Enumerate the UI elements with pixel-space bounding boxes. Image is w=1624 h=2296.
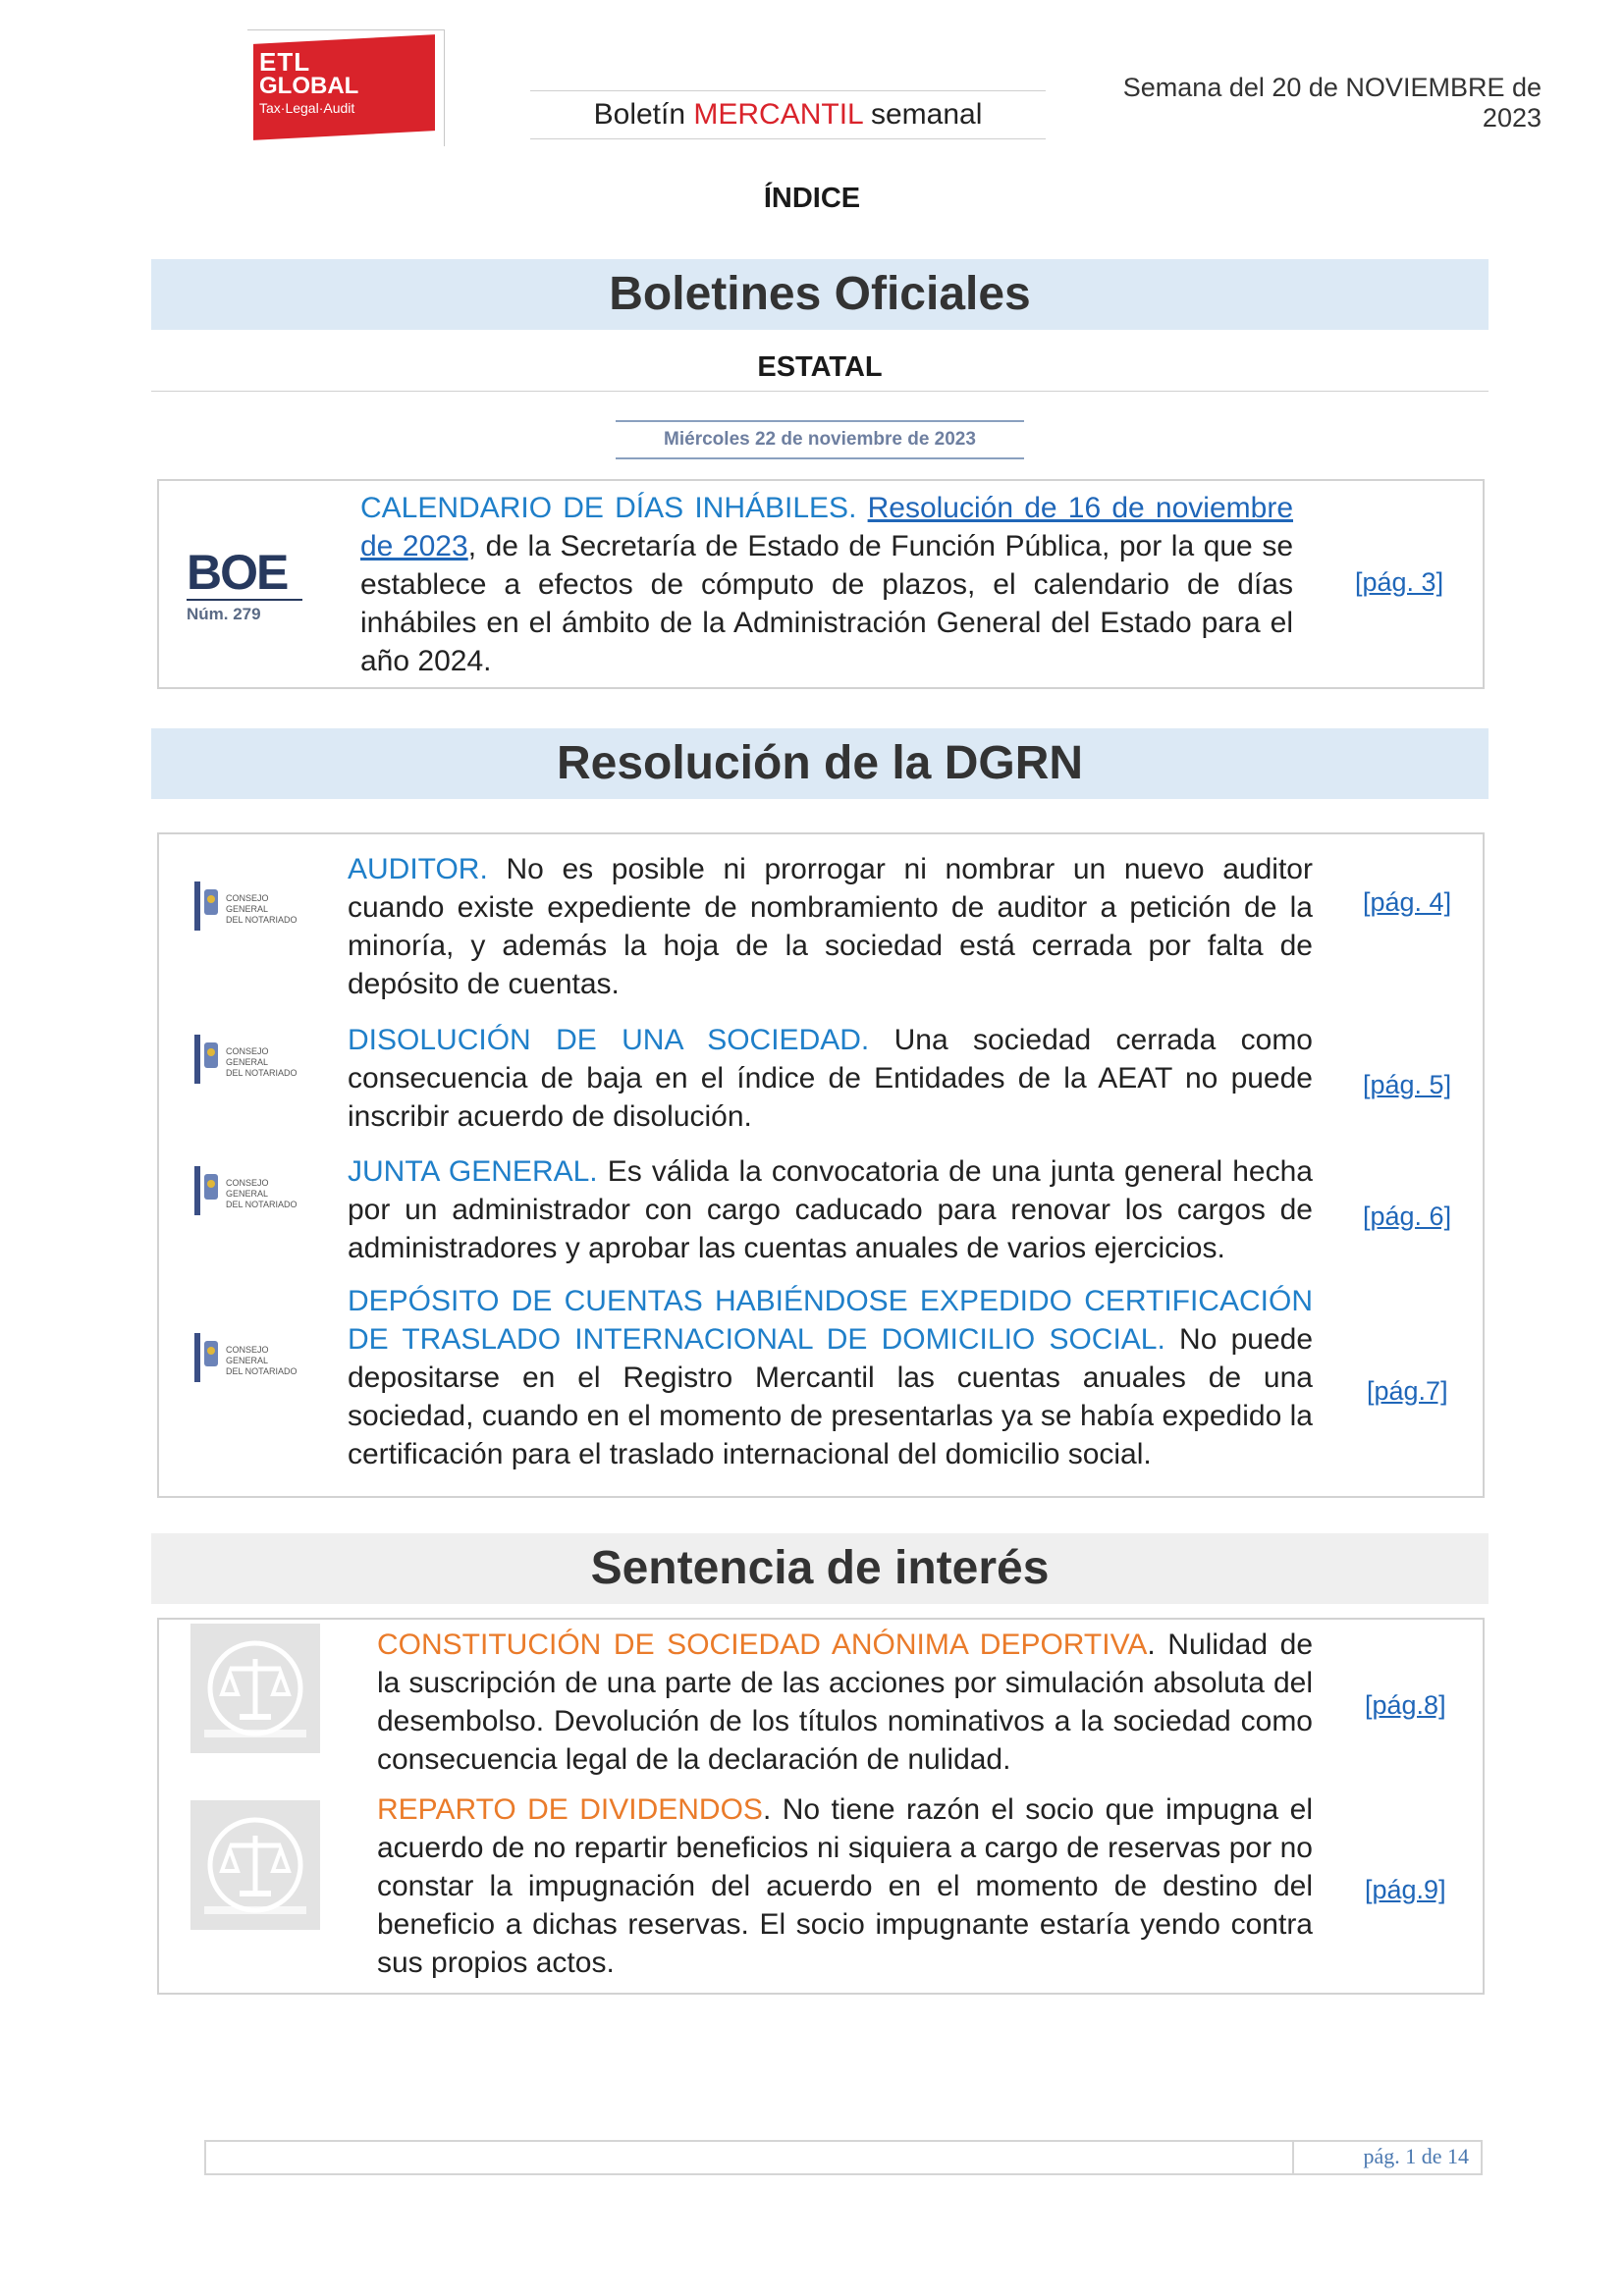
bulletin-highlight: MERCANTIL xyxy=(693,98,863,131)
week-label: Semana del 20 de NOVIEMBRE de 2023 xyxy=(1122,73,1542,133)
sentencia-entries-box xyxy=(157,1618,1485,1995)
entry-topic: DISOLUCIÓN DE UNA SOCIEDAD. xyxy=(348,1024,870,1056)
bulletin-title xyxy=(530,90,1046,139)
entry-topic: REPARTO DE DIVIDENDOS xyxy=(377,1793,763,1826)
boe-number: Núm. 279 xyxy=(187,599,302,624)
boe-letters: BOE xyxy=(187,545,288,600)
sentencia-entry-1 xyxy=(377,1626,1313,1779)
dgrn-entries-box xyxy=(157,832,1485,1498)
entry-body: Una sociedad cerrada como consecuencia de baja en el índice de Entidades de la AEAT no puede inscribir acuerdo de disolución. xyxy=(348,1024,1313,1133)
entry-body: . Nulidad de la suscripción de una parte de las acciones por simulación absoluta del desembolso. Devolución de los títulos nominativos a la sociedad como consecuencia legal de la declaración de nulidad. xyxy=(377,1629,1313,1776)
page-link-6[interactable]: [pág. 6] xyxy=(1363,1201,1452,1231)
notariado-logo: CONSEJO GENERAL DEL NOTARIADO xyxy=(194,1162,302,1219)
dgrn-entry-2 xyxy=(348,1021,1313,1136)
page-link-5[interactable]: [pág. 5] xyxy=(1363,1070,1452,1099)
page-footer xyxy=(204,2140,1483,2175)
boe-entry-box xyxy=(157,479,1485,689)
entry-body: No puede depositarse en el Registro Mercantil las cuentas anuales de una sociedad, cuando en el momento de presentarlas ya se había expedido la certificación para el traslado internacional del domicilio social. xyxy=(348,1323,1313,1470)
page-link-4[interactable]: [pág. 4] xyxy=(1363,887,1452,917)
bulletin-suffix: semanal xyxy=(862,98,983,131)
date-label: Miércoles 22 de noviembre de 2023 xyxy=(616,420,1024,459)
dgrn-entry-1 xyxy=(348,850,1313,1003)
dgrn-entry-4 xyxy=(348,1282,1313,1473)
scales-of-justice-icon xyxy=(190,1624,320,1753)
logo-line1: ETL xyxy=(259,47,311,77)
entry-body: , de la Secretaría de Estado de Función Pública, por la que se establece a efectos de cómputo de plazos, el calendario de días inhábiles en el ámbito de la Administración General del Estado para el año 2024. xyxy=(360,530,1293,677)
notariado-logo: CONSEJO GENERAL DEL NOTARIADO xyxy=(194,878,302,934)
section-title-dgrn: Resolución de la DGRN xyxy=(151,728,1489,799)
boe-entry-text xyxy=(360,489,1293,680)
page-number: pág. 1 de 14 xyxy=(1363,2144,1469,2168)
logo-line2: GLOBAL xyxy=(259,73,359,99)
notariado-logo: CONSEJO GENERAL DEL NOTARIADO xyxy=(194,1329,302,1386)
entry-body: Es válida la convocatoria de una junta general hecha por un administrador con cargo caducado para renovar los cargos de administradores y aprobar las cuentas anuales de varios ejercicios. xyxy=(348,1155,1313,1264)
entry-topic: JUNTA GENERAL. xyxy=(348,1155,598,1188)
section-title-boletines: Boletines Oficiales xyxy=(151,259,1489,330)
notariado-logo: CONSEJO GENERAL DEL NOTARIADO xyxy=(194,1031,302,1088)
section-title-sentencia: Sentencia de interés xyxy=(151,1533,1489,1604)
page-link-7[interactable]: [pág.7] xyxy=(1367,1376,1448,1406)
scales-of-justice-icon xyxy=(190,1800,320,1930)
page-link-3[interactable]: [pág. 3] xyxy=(1355,567,1444,597)
logo-line3: Tax·Legal·Audit xyxy=(259,100,355,116)
dgrn-entry-3 xyxy=(348,1152,1313,1267)
bulletin-prefix: Boletín xyxy=(593,98,694,131)
section-subtitle-estatal: ESTATAL xyxy=(151,344,1489,392)
entry-topic: CALENDARIO DE DÍAS INHÁBILES. xyxy=(360,492,868,524)
page-link-8[interactable]: [pág.8] xyxy=(1365,1690,1446,1720)
index-title: ÍNDICE xyxy=(763,183,861,214)
resolution-link[interactable]: Resolución de 16 de noviembre de 2023 xyxy=(360,492,1294,562)
boe-logo xyxy=(187,545,302,626)
page-link-9[interactable]: [pág.9] xyxy=(1365,1875,1446,1904)
entry-topic: AUDITOR. xyxy=(348,853,488,885)
etl-global-logo xyxy=(253,29,435,145)
entry-topic: DEPÓSITO DE CUENTAS HABIÉNDOSE EXPEDIDO CERTIFICACIÓN DE TRASLADO INTERNACIONAL DE DOMICILIO SOCIAL. xyxy=(348,1285,1313,1356)
entry-body: No es posible ni prorrogar ni nombrar un nuevo auditor cuando existe expediente de nombramiento de auditor a petición de la minoría, y además la hoja de la sociedad está cerrada por falta de depósito de cuentas. xyxy=(348,853,1313,1000)
entry-topic: CONSTITUCIÓN DE SOCIEDAD ANÓNIMA DEPORTIVA xyxy=(377,1629,1148,1661)
entry-body: . No tiene razón el socio que impugna el acuerdo de no repartir beneficios ni siquiera a cargo de reservas por no constar la impugnación del acuerdo en el momento de destino del beneficio a dichas reservas. El socio impugnante estaría yendo contra sus propios actos. xyxy=(377,1793,1314,1979)
sentencia-entry-2 xyxy=(377,1790,1313,1982)
